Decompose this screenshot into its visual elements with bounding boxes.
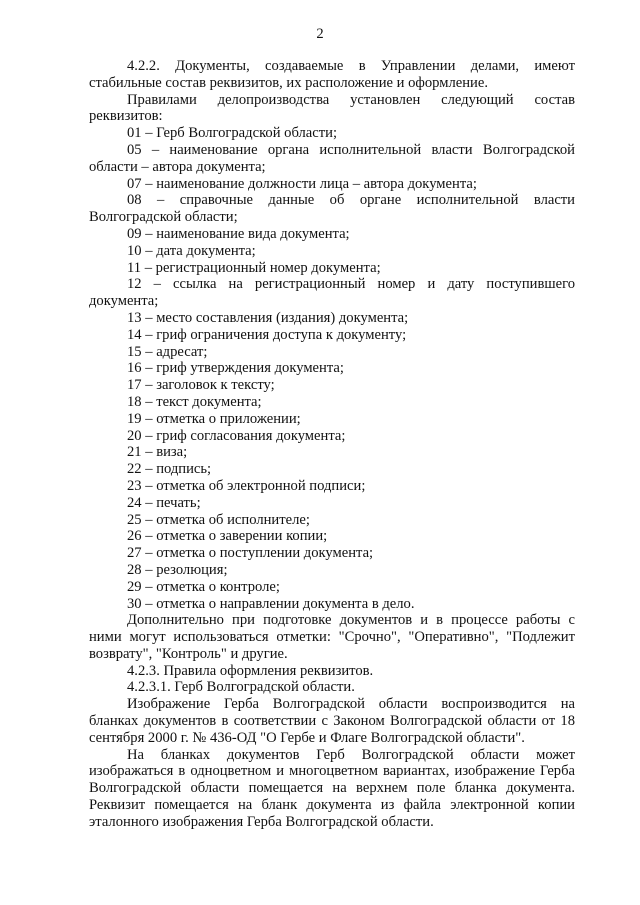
paragraph-4-2-2: 4.2.2. Документы, создаваемые в Управлении делами, имеют стабильные состав реквизитов, их расположение и оформление. — [89, 58, 575, 91]
requisite-item: 17 – заголовок к тексту; — [127, 377, 275, 394]
paragraph-additional-marks: Дополнительно при подготовке документов и в процессе работы с ними могут использоваться отметки: "Срочно", "Оперативно", "Подлежит возврату", "Контроль" и другие. — [89, 612, 575, 662]
requisite-item: 19 – отметка о приложении; — [127, 410, 301, 427]
requisite-item: 07 – наименование должности лица – автора документа; — [127, 175, 477, 192]
requisite-item: 08 – справочные данные об органе исполнительной власти Волгоградской области; — [89, 192, 575, 226]
heading-4-2-3: 4.2.3. Правила оформления реквизитов. — [127, 662, 374, 679]
requisite-item: 30 – отметка о направлении документа в дело. — [127, 595, 415, 612]
requisite-item: 23 – отметка об электронной подписи; — [127, 477, 366, 494]
requisite-item: 24 – печать; — [127, 494, 201, 511]
requisite-item: 20 – гриф согласования документа; — [127, 427, 346, 444]
requisite-item: 26 – отметка о заверении копии; — [127, 528, 328, 545]
requisite-item: 01 – Герб Волгоградской области; — [127, 125, 338, 142]
paragraph-rules-intro: Правилами делопроизводства установлен следующий состав реквизитов: — [89, 91, 575, 125]
requisite-item: 15 – адресат; — [127, 343, 208, 360]
requisites-list — [89, 125, 575, 612]
document-body — [89, 58, 575, 831]
paragraph-coat-of-arms-law: Изображение Герба Волгоградской области воспроизводится на бланках документов в соответствии с Законом Волгоградской области от 18 сентября 2000 г. № 436-ОД "О Гербе и Флаге Волгоградской области". — [89, 696, 575, 746]
requisite-item: 21 – виза; — [127, 444, 188, 461]
requisite-item: 14 – гриф ограничения доступа к документу; — [127, 326, 407, 343]
requisite-item: 16 – гриф утверждения документа; — [127, 360, 344, 377]
requisite-item: 12 – ссылка на регистрационный номер и дату поступившего документа; — [89, 276, 575, 310]
page-number: 2 — [316, 26, 324, 42]
requisite-item: 05 – наименование органа исполнительной власти Волгоградской области – автора документа; — [89, 141, 575, 175]
requisite-item: 22 – подпись; — [127, 461, 212, 478]
requisite-item: 29 – отметка о контроле; — [127, 578, 280, 595]
requisite-item: 13 – место составления (издания) документа; — [127, 309, 409, 326]
requisite-item: 10 – дата документа; — [127, 242, 256, 259]
paragraph-coat-of-arms-blanks: На бланках документов Герб Волгоградской области может изображаться в одноцветном и многоцветном вариантах, изображение Герба Волгоградской области помещается на верхнем поле бланка документа. Реквизит помещается на бланк документа из файла электронной копии эталонного изображения Герба Волгоградской области. — [89, 746, 575, 830]
heading-4-2-3-1: 4.2.3.1. Герб Волгоградской области. — [127, 679, 355, 696]
requisite-item: 09 – наименование вида документа; — [127, 225, 350, 242]
requisite-item: 18 – текст документа; — [127, 393, 262, 410]
requisite-item: 25 – отметка об исполнителе; — [127, 511, 310, 528]
requisite-item: 28 – резолюция; — [127, 561, 228, 578]
requisite-item: 27 – отметка о поступлении документа; — [127, 545, 374, 562]
requisite-item: 11 – регистрационный номер документа; — [127, 259, 381, 276]
